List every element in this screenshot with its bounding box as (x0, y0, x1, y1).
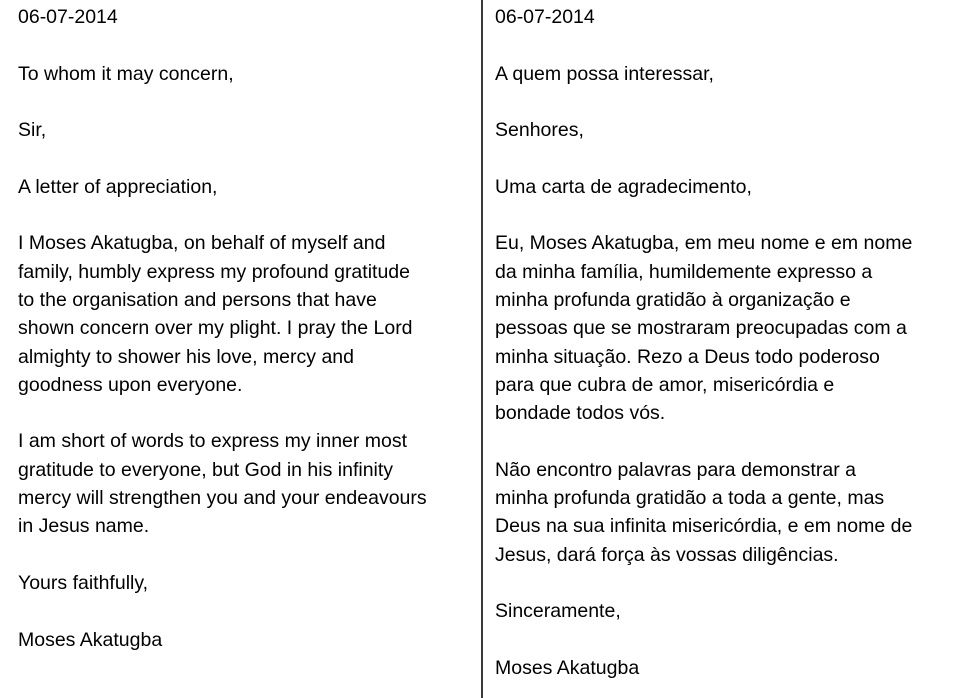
paragraph-line: family, humbly express my profound gratitude (18, 260, 410, 283)
signature-text: Moses Akatugba (18, 628, 163, 651)
paragraph-line: minha profunda gratidão a toda a gente, mas (495, 487, 885, 510)
paragraph-line: shown concern over my plight. I pray the Lord (18, 317, 413, 340)
portuguese-column (483, 0, 960, 698)
paragraph-line: Deus na sua infinita misericórdia, e em nome de (495, 515, 913, 538)
salutation (495, 60, 950, 88)
body-paragraph-2 (495, 456, 950, 569)
paragraph-line: para que cubra de amor, misericórdia e (495, 373, 835, 396)
letter-heading-text: A letter of appreciation, (18, 175, 218, 198)
body-paragraph-2 (18, 427, 471, 540)
paragraph-line: Eu, Moses Akatugba, em meu nome e em nome (495, 232, 913, 255)
salutation-text: To whom it may concern, (18, 62, 234, 85)
sir-text: Sir, (18, 119, 47, 142)
letter-heading (495, 173, 950, 201)
paragraph-line: I Moses Akatugba, on behalf of myself and (18, 232, 386, 255)
paragraph-line: minha situação. Rezo a Deus todo poderoso (495, 345, 880, 368)
letter-heading-text: Uma carta de agradecimento, (495, 175, 752, 198)
signature (495, 654, 950, 682)
paragraph-line: da minha família, humildemente expresso a (495, 260, 873, 283)
sir (495, 116, 950, 144)
paragraph-line: minha profunda gratidão à organização e (495, 288, 851, 311)
paragraph-line: Jesus, dará força às vossas diligências. (495, 543, 839, 566)
paragraph-line: Não encontro palavras para demonstrar a (495, 458, 856, 481)
closing-text: Sinceramente, (495, 600, 621, 623)
closing (18, 569, 471, 597)
letter-heading (18, 173, 471, 201)
paragraph-line: to the organisation and persons that have (18, 288, 377, 311)
sir-text: Senhores, (495, 119, 584, 142)
closing (495, 597, 950, 625)
date (18, 3, 471, 31)
closing-text: Yours faithfully, (18, 571, 149, 594)
date-text: 06-07-2014 (18, 6, 118, 28)
paragraph-line: in Jesus name. (18, 515, 150, 538)
body-paragraph-1 (18, 229, 471, 399)
paragraph-line: pessoas que se mostraram preocupadas com a (495, 317, 907, 340)
paragraph-line: bondade todos vós. (495, 402, 666, 425)
paragraph-line: almighty to shower his love, mercy and (18, 345, 354, 368)
paragraph-line: I am short of words to express my inner most (18, 430, 408, 453)
body-paragraph-1 (495, 229, 950, 427)
signature (18, 626, 471, 654)
paragraph-line: mercy will strengthen you and your endeavours (18, 487, 427, 510)
salutation-text: A quem possa interessar, (495, 62, 714, 85)
salutation (18, 60, 471, 88)
paragraph-line: gratitude to everyone, but God in his infinity (18, 458, 394, 481)
signature-text: Moses Akatugba (495, 656, 640, 679)
paragraph-line: goodness upon everyone. (18, 373, 243, 396)
date (495, 3, 950, 31)
sir (18, 116, 471, 144)
date-text: 06-07-2014 (495, 6, 595, 28)
